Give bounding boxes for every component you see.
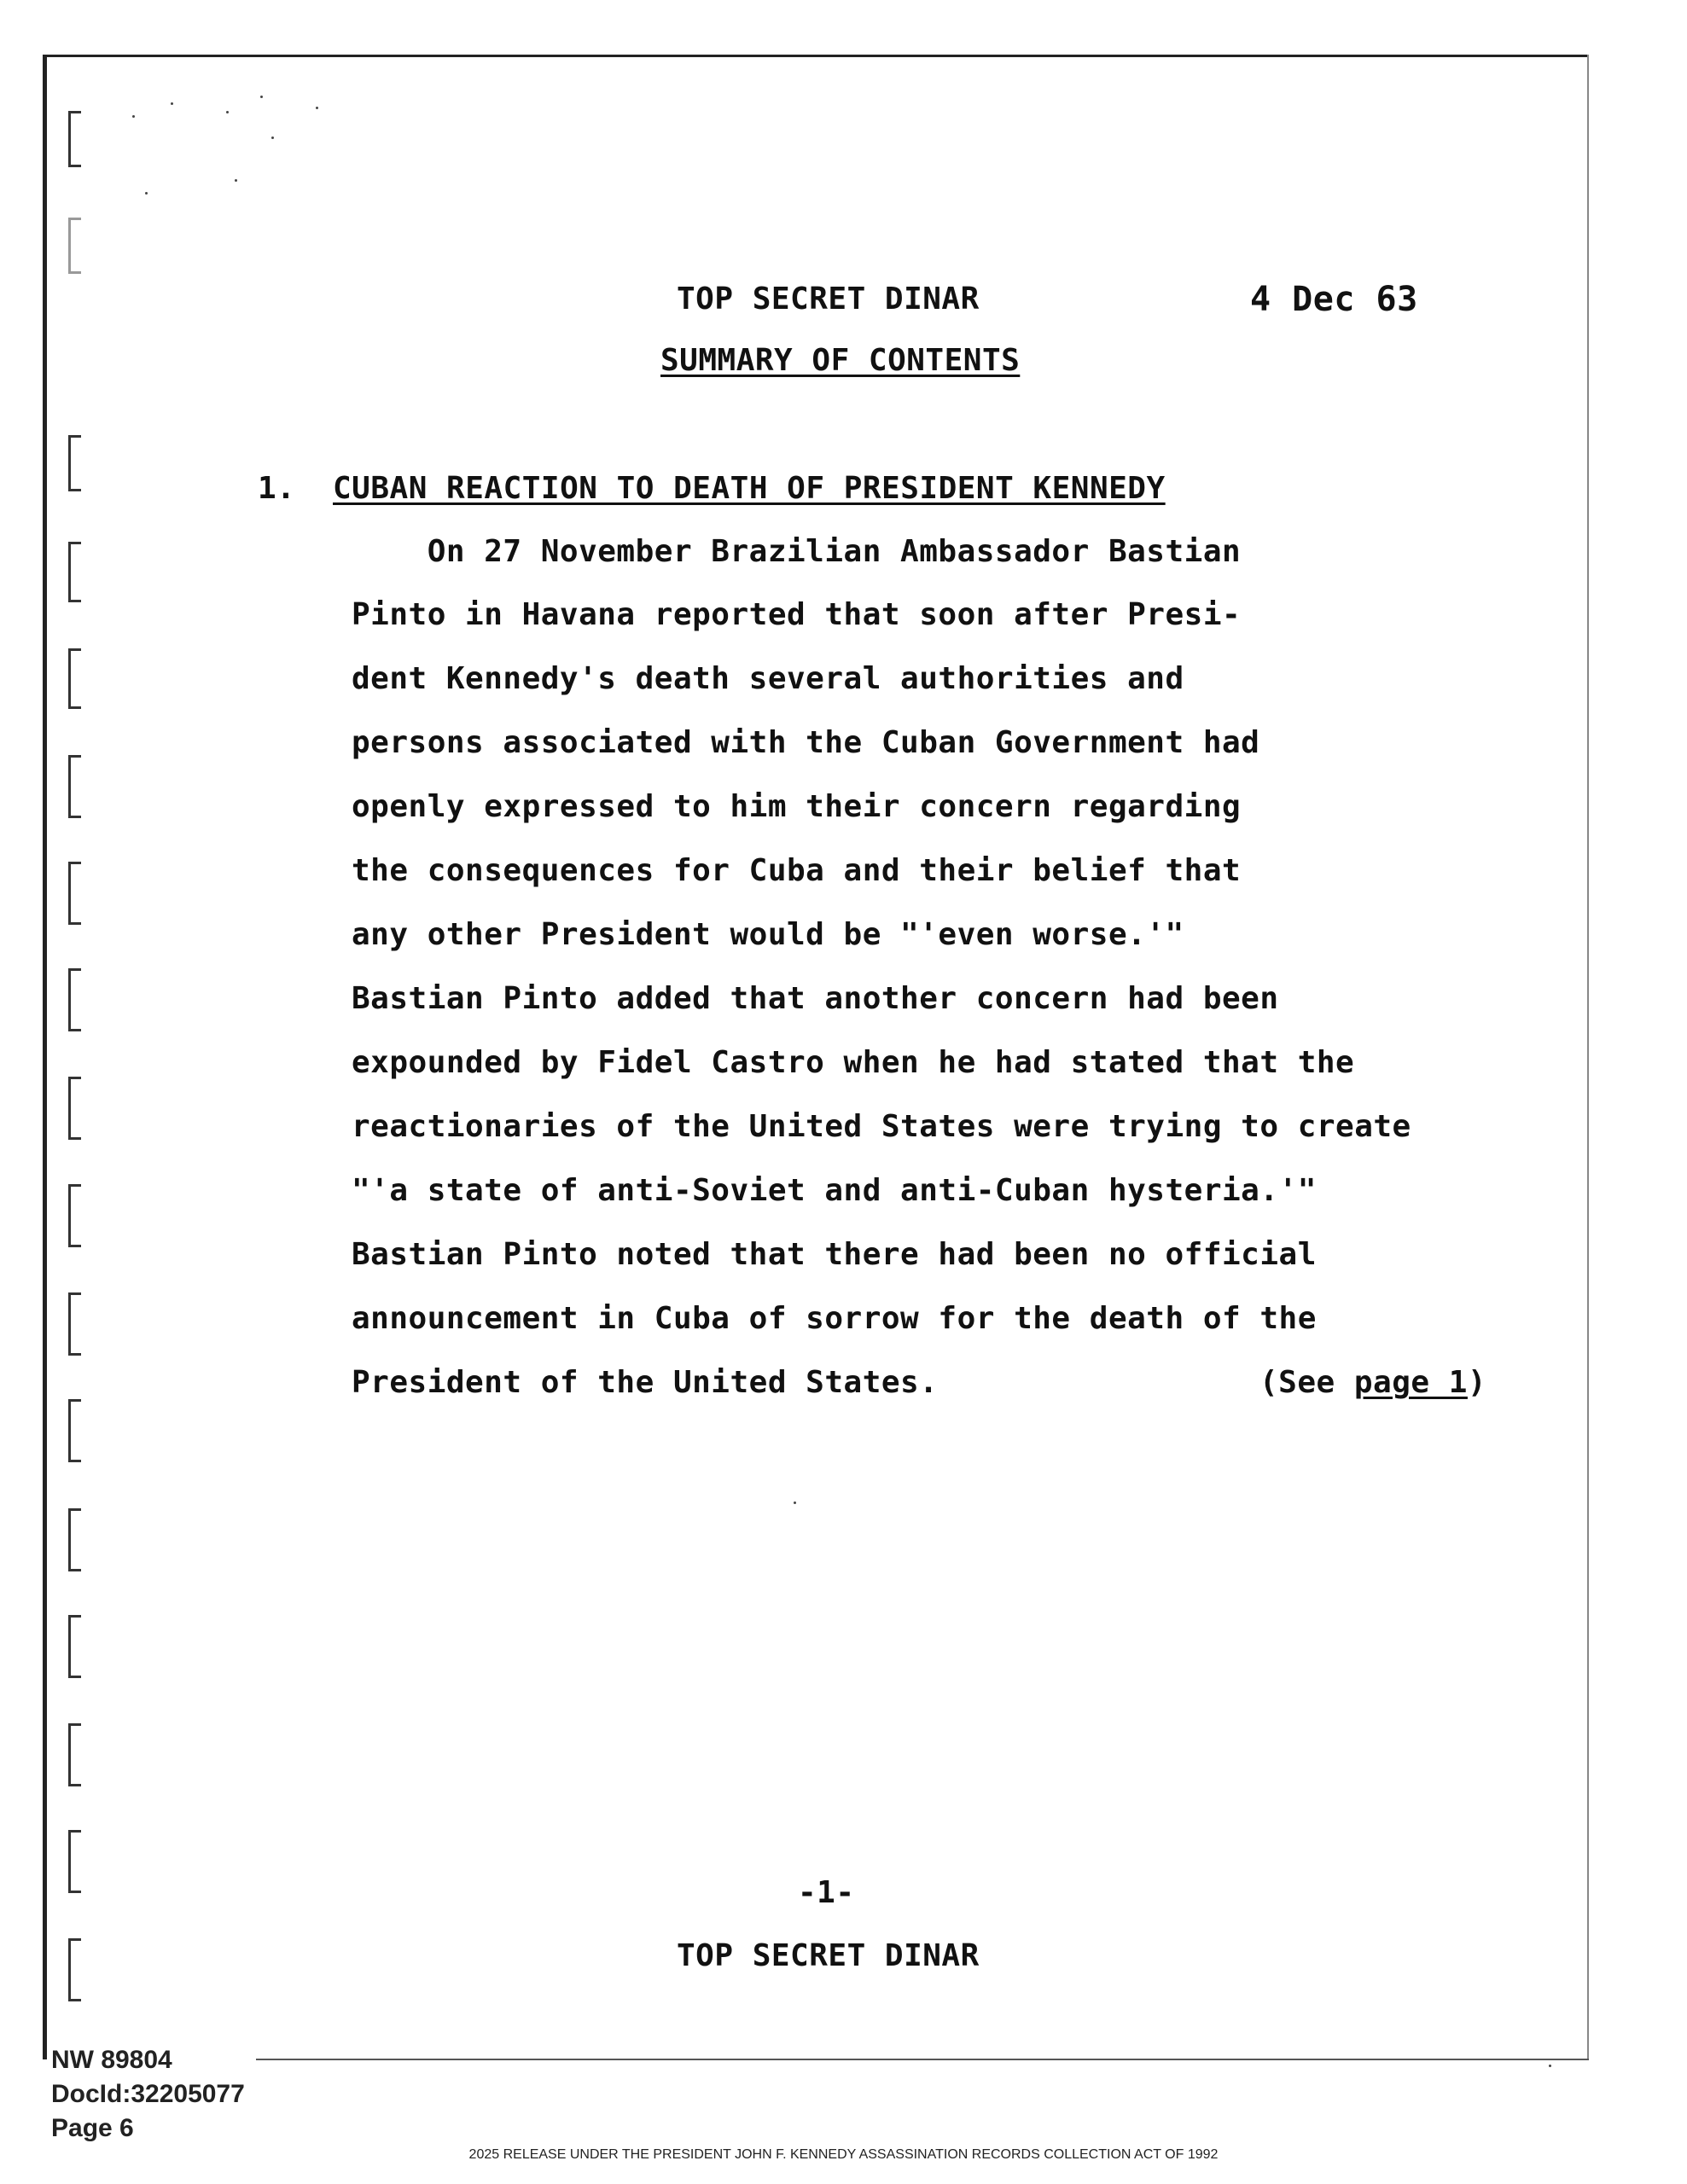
body-line: Bastian Pinto added that another concern had been	[352, 981, 1279, 1016]
body-line: "'a state of anti-Soviet and anti-Cuban hysteria.'"	[352, 1173, 1317, 1208]
binder-bracket	[68, 1938, 81, 2001]
page-border-right	[1587, 55, 1589, 2059]
page-reference-link[interactable]: page 1	[1353, 1365, 1468, 1400]
binder-bracket	[68, 435, 81, 491]
body-line: persons associated with the Cuban Government had	[352, 725, 1260, 760]
item-number: 1.	[258, 471, 296, 506]
item-title: CUBAN REACTION TO DEATH OF PRESIDENT KENNEDY	[333, 471, 1166, 506]
binder-bracket	[68, 968, 81, 1031]
binder-bracket	[68, 862, 81, 925]
body-line: Pinto in Havana reported that soon after Presi-	[352, 597, 1242, 632]
document-date: 4 Dec 63	[1250, 280, 1418, 319]
binder-bracket	[68, 1830, 81, 1893]
body-line: any other President would be "'even worse.'"	[352, 917, 1184, 952]
nw-number: NW 89804	[51, 2046, 172, 2074]
doc-id: DocId:32205077	[51, 2080, 245, 2108]
footer-classification: TOP SECRET DINAR	[677, 1938, 980, 1973]
archive-page: Page 6	[51, 2114, 134, 2142]
binder-bracket	[68, 1292, 81, 1356]
binder-bracket	[68, 542, 81, 602]
page-reference-suffix: )	[1467, 1365, 1487, 1400]
body-line: President of the United States.	[352, 1365, 939, 1400]
binder-bracket	[68, 111, 81, 167]
summary-title: SUMMARY OF CONTENTS	[660, 343, 1021, 378]
page-reference-prefix: (See	[1259, 1365, 1354, 1400]
binder-bracket	[68, 1508, 81, 1571]
body-line: reactionaries of the United States were trying to create	[352, 1109, 1411, 1144]
page-number: -1-	[798, 1875, 855, 1910]
binder-bracket	[68, 648, 81, 709]
body-line: announcement in Cuba of sorrow for the death of the	[352, 1301, 1317, 1336]
binder-bracket	[68, 1723, 81, 1786]
page-border-bottom	[256, 2059, 1589, 2060]
body-line: dent Kennedy's death several authorities and	[352, 661, 1184, 696]
body-line: the consequences for Cuba and their belief that	[352, 853, 1242, 888]
binder-bracket	[68, 1184, 81, 1247]
binder-bracket	[68, 1615, 81, 1678]
body-line: expounded by Fidel Castro when he had stated that the	[352, 1045, 1355, 1080]
release-notice: 2025 RELEASE UNDER THE PRESIDENT JOHN F. KENNEDY ASSASSINATION RECORDS COLLECTION ACT OF 1992	[468, 2147, 1219, 2162]
page-border-left	[43, 55, 47, 2059]
body-line: Bastian Pinto noted that there had been no official	[352, 1237, 1317, 1272]
body-line: On 27 November Brazilian Ambassador Bastian	[352, 534, 1242, 569]
binder-bracket	[68, 755, 81, 818]
binder-bracket	[68, 1077, 81, 1140]
body-line: openly expressed to him their concern regarding	[352, 789, 1242, 824]
page-border-top	[43, 55, 1587, 57]
header-classification: TOP SECRET DINAR	[677, 282, 980, 317]
binder-bracket	[68, 218, 81, 274]
page-reference	[1259, 1365, 1486, 1400]
binder-bracket	[68, 1399, 81, 1462]
